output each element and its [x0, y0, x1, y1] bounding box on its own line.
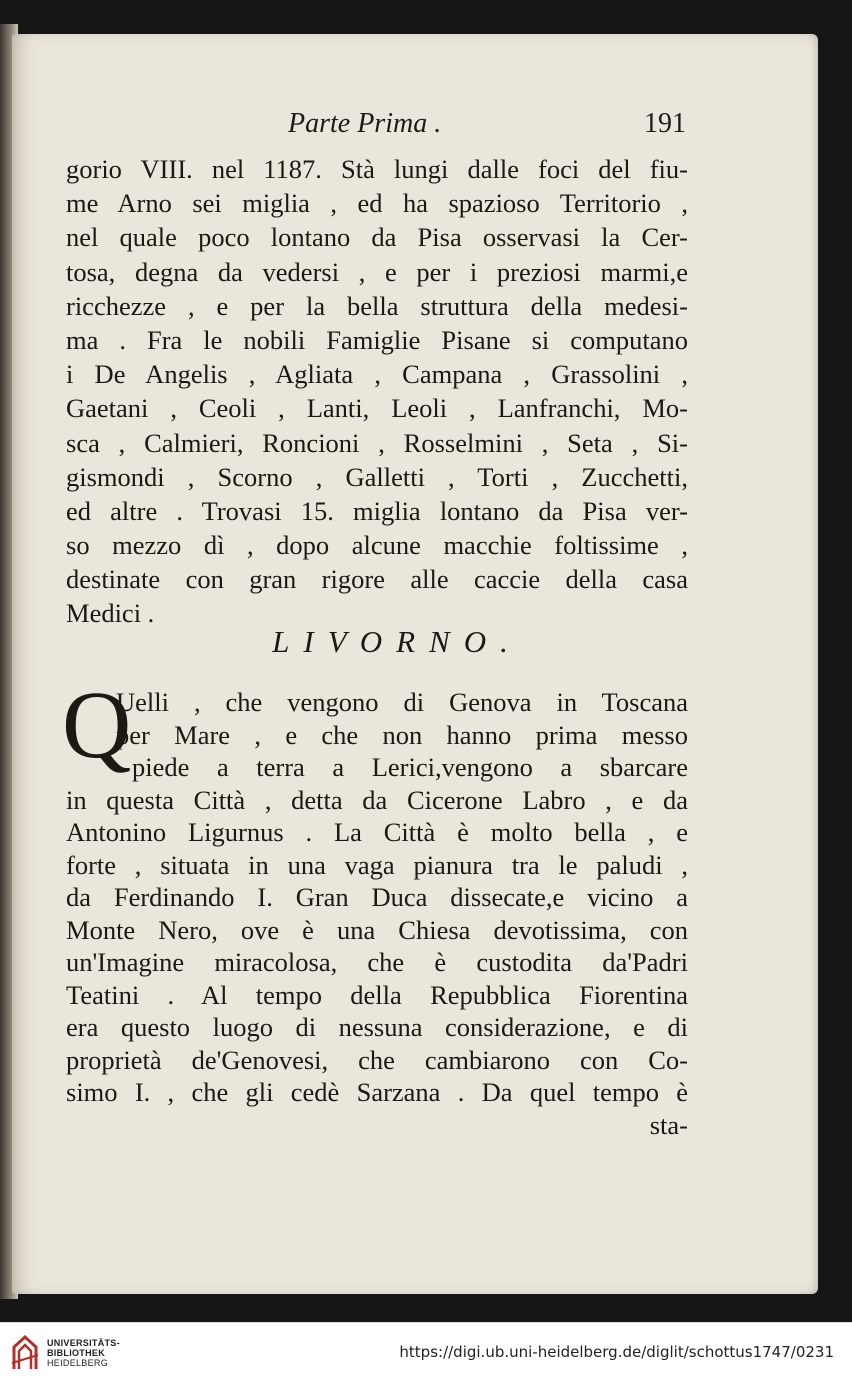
text-line: era questo luogo di nessuna considerazione, e di — [66, 1012, 688, 1042]
text-line: tosa, degna da vedersi , e per i preziosi marmi,e — [66, 256, 688, 287]
paragraph-1 — [66, 152, 688, 631]
page-url-link[interactable]: https://digi.ub.uni-heidelberg.de/diglit/schottus1747/0231 — [399, 1343, 834, 1361]
text-line: simo I. , che gli cedè Sarzana . Da quel tempo è — [66, 1077, 688, 1107]
text-line: piede a terra a Lerici,vengono a sbarcare — [132, 752, 688, 782]
drop-cap: Q — [62, 671, 132, 778]
text-line: nel quale poco lontano da Pisa osservasi la Cer- — [66, 222, 688, 253]
university-logo-icon — [10, 1333, 40, 1373]
catchword: sta- — [649, 1109, 688, 1140]
text-line: Uelli , che vengono di Genova in Toscana — [116, 687, 688, 717]
text-line: un'Imagine miracolosa, che è custodita da'Padri — [66, 947, 688, 977]
text-line: Medici . — [66, 598, 155, 629]
library-name — [47, 1338, 120, 1368]
running-head — [60, 108, 686, 148]
running-title: Parte Prima . — [288, 108, 442, 139]
text-line: sca , Calmieri, Roncioni , Rosselmini , Seta , Si- — [66, 427, 688, 458]
text-line: gorio VIII. nel 1187. Stà lungi dalle foci del fiu- — [66, 154, 688, 184]
text-line: Gaetani , Ceoli , Lanti, Leoli , Lanfranchi, Mo- — [66, 393, 688, 424]
library-line-2: BIBLIOTHEK — [47, 1348, 105, 1358]
paragraph-2 — [62, 671, 688, 1141]
text-line: ma . Fra le nobili Famiglie Pisane si computano — [66, 324, 688, 355]
text-line: ed altre . Trovasi 15. miglia lontano da Pisa ver- — [66, 495, 688, 526]
text-line: Teatini . Al tempo della Repubblica Fiorentina — [66, 979, 688, 1010]
text-line: Monte Nero, ove è una Chiesa devotissima, con — [66, 914, 688, 945]
text-line: per Mare , e che non hanno prima messo — [116, 719, 688, 750]
page-number: 191 — [644, 108, 686, 139]
text-line: da Ferdinando I. Gran Duca dissecate,e vicino a — [66, 882, 688, 912]
text-line: gismondi , Scorno , Galletti , Torti , Zucchetti, — [66, 461, 688, 492]
text-line: in questa Città , detta da Cicerone Labro , e da — [66, 784, 688, 815]
section-heading: LIVORNO. — [272, 624, 522, 659]
text-line: i De Angelis , Agliata , Campana , Grassolini , — [66, 359, 688, 390]
library-line-3: HEIDELBERG — [47, 1358, 109, 1368]
text-line: proprietà de'Genovesi, che cambiarono con Co- — [66, 1044, 688, 1075]
text-line: ricchezze , e per la bella struttura della medesi- — [66, 290, 688, 321]
library-line-1: UNIVERSITÄTS- — [47, 1338, 120, 1348]
text-line: destinate con gran rigore alle caccie della casa — [66, 564, 688, 595]
text-line: so mezzo dì , dopo alcune macchie foltissime , — [66, 530, 688, 561]
text-line: Antonino Ligurnus . La Città è molto bella , e — [66, 817, 688, 847]
viewer-footer — [0, 1322, 852, 1385]
text-line: forte , situata in una vaga pianura tra le paludi , — [66, 849, 688, 880]
text-line: me Arno sei miglia , ed ha spazioso Territorio , — [66, 188, 688, 219]
